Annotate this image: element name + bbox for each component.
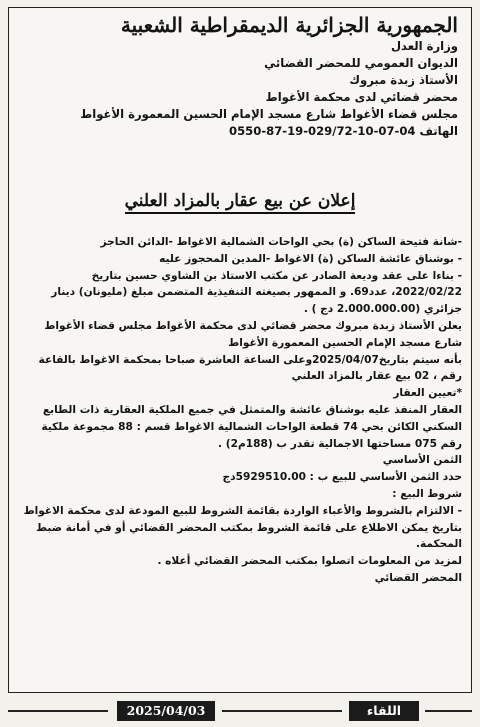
footer-rule-left: [8, 710, 108, 712]
ministry-line: وزارة العدل: [390, 39, 458, 53]
notice-title: [0, 191, 480, 211]
footer-rule-right: [425, 710, 472, 712]
publication-date: 2025/04/03: [117, 701, 215, 721]
price-paragraph: حدد الثمن الأساسي للبيع ب : 5929510.00دج: [222, 471, 462, 484]
creditor-paragraph: -شانة فتيحة الساكن (ة) بحي الواحات الشمالية الاغواط -الدائن الحاجز: [100, 236, 462, 248]
sale-date-paragraph: بأنه سيتم بتاريخ2025/04/07وعلى الساعة العاشرة صباحا بمحكمة الاغواط بالقاعة رقم ، 02 بيع عقار بالمزاد العلني: [38, 353, 462, 383]
announcer-paragraph: يعلن الأستاذ زبدة مبروك محضر قضائي لدى محكمة الأغواط مجلس قضاء الأغواط شارع مسجد الإمام الحسين المعمورة الأغواط: [44, 319, 462, 349]
newspaper-name: اللقاء: [349, 701, 419, 721]
property-heading: *تعيين العقار: [393, 387, 462, 400]
republic-heading: الجمهورية الجزائرية الديمقراطية الشعبية: [120, 13, 458, 37]
basis-paragraph: - بناءا على عقد وديعة الصادر عن مكتب الاستاذ بن الشاوي حسين بتاريخ 2022/02/22، عدد69. و الممهور بصيغته التنفيذية المتضمن مبلغ (مليونان) دينار جزائري (2.000.000.00 دج ) .: [51, 269, 462, 316]
signature-line: المحضر القضائي: [374, 571, 462, 584]
footer-rule-middle: [222, 710, 342, 712]
price-heading: الثمن الأساسي: [382, 454, 462, 467]
office-address: مجلس قضاء الأغواط شارع مسجد الإمام الحسين المعمورة الأغواط: [80, 107, 458, 121]
debtor-paragraph: - بوشناق عائشة الساكن (ة) الاغواط -المدين المحجوز عليه: [159, 252, 462, 265]
letterhead: [28, 12, 458, 140]
conditions-heading: شروط البيع :: [392, 487, 462, 500]
chamber-line: الديوان العمومي للمحضر القضائي: [264, 56, 458, 70]
notice-body: [22, 234, 462, 587]
notice-title-text: إعلان عن بيع عقار بالمزاد العلني: [125, 191, 356, 214]
phone-line: الهاتف 04-07-10-029/72-19-87-0550: [229, 124, 458, 138]
property-description: العقار المنفذ عليه بوشناق عائشة والمتمثل في جميع الملكية العقارية ذات الطابع السكني الكائن بحي 74 قطعة الواحات الشمالية الاغواط قسم : 88 مجموعة ملكية رقم 075 مساحتها الاجمالية تقدر ب (188م2) .: [41, 403, 462, 450]
contact-paragraph: لمزيد من المعلومات اتصلوا بمكتب المحضر القضائي أعلاه .: [157, 555, 462, 568]
bailiff-name: الأستاذ زبدة مبروك: [349, 73, 458, 87]
bailiff-role: محضر قضائي لدى محكمة الأغواط: [265, 90, 458, 104]
newspaper-footer: [0, 697, 480, 727]
conditions-paragraph: - الالتزام بالشروط والأعباء الواردة بقائمة الشروط للبيع المودعة لدى محكمة الاغواط بتاريخ يمكن الاطلاع على قائمة الشروط بمكتب المحضر القضائي أو في أمانة ضبط المحكمة.: [23, 504, 462, 551]
